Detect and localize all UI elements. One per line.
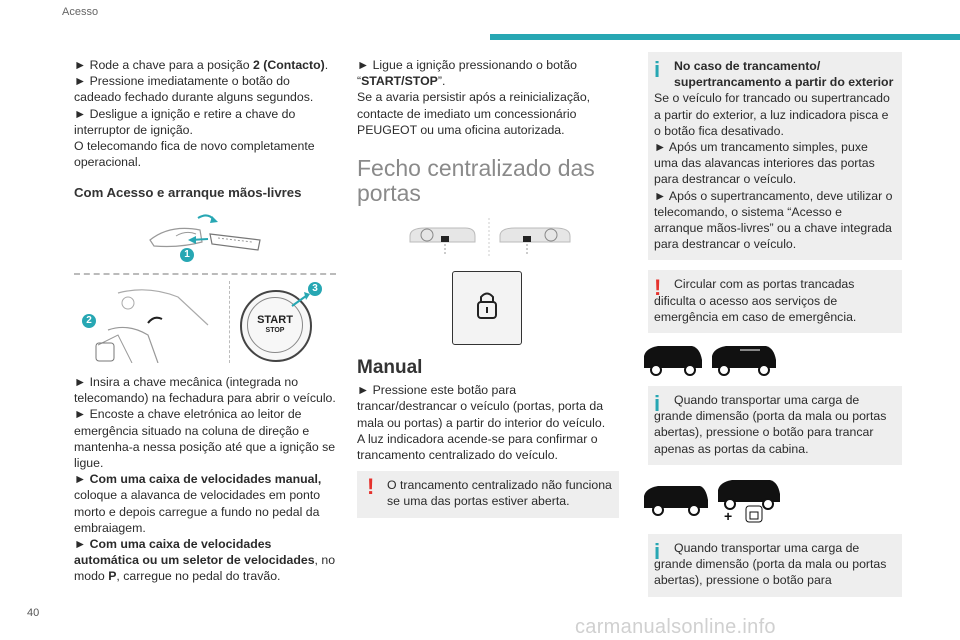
heading-manual: Manual <box>357 357 423 378</box>
paragraph: ► Com uma caixa de velocidades automática ou um seletor de velocidades, no modo P, carregue no pedal do travão. <box>74 537 336 584</box>
column-2 <box>357 57 619 206</box>
info-text: ► Após um trancamento simples, puxe uma das alavancas interiores das portas para destrancar o veículo. <box>654 140 875 187</box>
callout-badge-3: 3 <box>308 282 322 296</box>
info-box-cabin-locking <box>648 386 902 465</box>
paragraph: ► Encoste a chave eletrónica ao leitor de emergência situado na coluna de direção e mantenha-a nessa posição até que a ignição se ligue. <box>74 407 336 471</box>
warning-text: O trancamento centralizado não funciona se uma das portas estiver aberta. <box>387 478 612 509</box>
info-text: Quando transportar uma carga de grande dimensão (porta da mala ou portas abertas), pressione o botão para trancar apenas as portas da cabina. <box>654 393 887 456</box>
stop-label: STOP <box>265 327 285 334</box>
page-number: 40 <box>27 607 40 619</box>
lock-icon <box>453 272 521 344</box>
info-text: Quando transportar uma carga de grande dimensão (porta da mala ou portas abertas), pressione o botão para <box>654 541 887 588</box>
info-icon: i <box>654 539 661 564</box>
section-title: Acesso <box>62 6 99 18</box>
warning-icon: ! <box>654 275 662 301</box>
paragraph: ► Com uma caixa de velocidades manual, coloque a alavanca de velocidades em ponto morto e depois carregue a fundo no pedal da embraiagem. <box>74 472 322 535</box>
plus-sign: + <box>724 508 733 524</box>
info-box-cabin-locking-2 <box>648 534 902 597</box>
warning-text: Circular com as portas trancadas dificulta o acesso aos serviços de emergência em caso de emergência. <box>654 277 857 324</box>
column-1 <box>74 57 336 202</box>
info-icon: i <box>654 57 661 82</box>
paragraph: ► Ligue a ignição pressionando o botão “START/STOP”. <box>357 58 578 89</box>
steering-column-illustration <box>88 285 228 363</box>
van-illustration <box>640 340 780 376</box>
dashboard-lock-location-illustration <box>405 216 575 260</box>
column-2-lower <box>357 357 619 518</box>
start-label: START <box>257 314 293 326</box>
column-3-lower <box>648 534 902 597</box>
paragraph: ► Rode a chave para a posição 2 (Contacto). <box>74 58 329 72</box>
callout-badge-2: 2 <box>82 314 96 328</box>
paragraph: ► Desligue a ignição e retire a chave do interruptor de ignição. <box>74 106 296 137</box>
paragraph: ► Pressione imediatamente o botão do cadeado fechado durante alguns segundos. <box>74 74 314 105</box>
callout-badge-1: 1 <box>180 248 194 262</box>
warning-box <box>357 471 619 517</box>
info-box-exterior-locking <box>648 52 902 260</box>
paragraph: A luz indicadora acende-se para confirmar o trancamento centralizado do veículo. <box>357 431 598 463</box>
info-title: No caso de trancamento/ supertrancamento a partir do exterior <box>674 59 894 90</box>
paragraph: Se a avaria persistir após a reinicialização, contacte de imediato um concessionário PEUGEOT ou uma oficina autorizada. <box>357 90 591 137</box>
column-1-lower <box>74 374 336 585</box>
key-door-illustration <box>140 212 270 267</box>
divider <box>229 281 230 363</box>
info-text: ► Após o supertrancamento, deve utilizar o telecomando, o sistema “Acesso e arranque mãos-livres” ou a chave integrada para destrancar o veículo. <box>654 188 893 252</box>
header-accent-bar <box>490 34 960 40</box>
warning-box <box>648 270 902 333</box>
column-3-middle <box>648 386 902 465</box>
info-text: Se o veículo for trancado ou supertrancado a partir do exterior, a luz indicadora pisca e o botão fica desativado. <box>654 91 890 138</box>
watermark: carmanualsonline.info <box>575 616 776 638</box>
paragraph: O telecomando fica de novo completamente operacional. <box>74 139 315 170</box>
heading-hands-free: Com Acesso e arranque mãos-livres <box>74 185 302 201</box>
heading-central-locking: Fecho centralizado das portas <box>357 155 595 207</box>
paragraph: ► Pressione este botão para trancar/destrancar o veículo (portas, porta da mala ou portas) a partir do interior do veículo. <box>357 383 606 430</box>
paragraph: ► Insira a chave mecânica (integrada no telecomando) na fechadura para abrir o veículo. <box>74 375 336 406</box>
divider <box>74 273 336 275</box>
warning-icon: ! <box>367 474 375 500</box>
column-3 <box>648 52 902 333</box>
van-cabin-lock-illustration <box>640 478 790 524</box>
info-icon: i <box>654 391 661 416</box>
central-lock-button-illustration <box>452 271 522 345</box>
